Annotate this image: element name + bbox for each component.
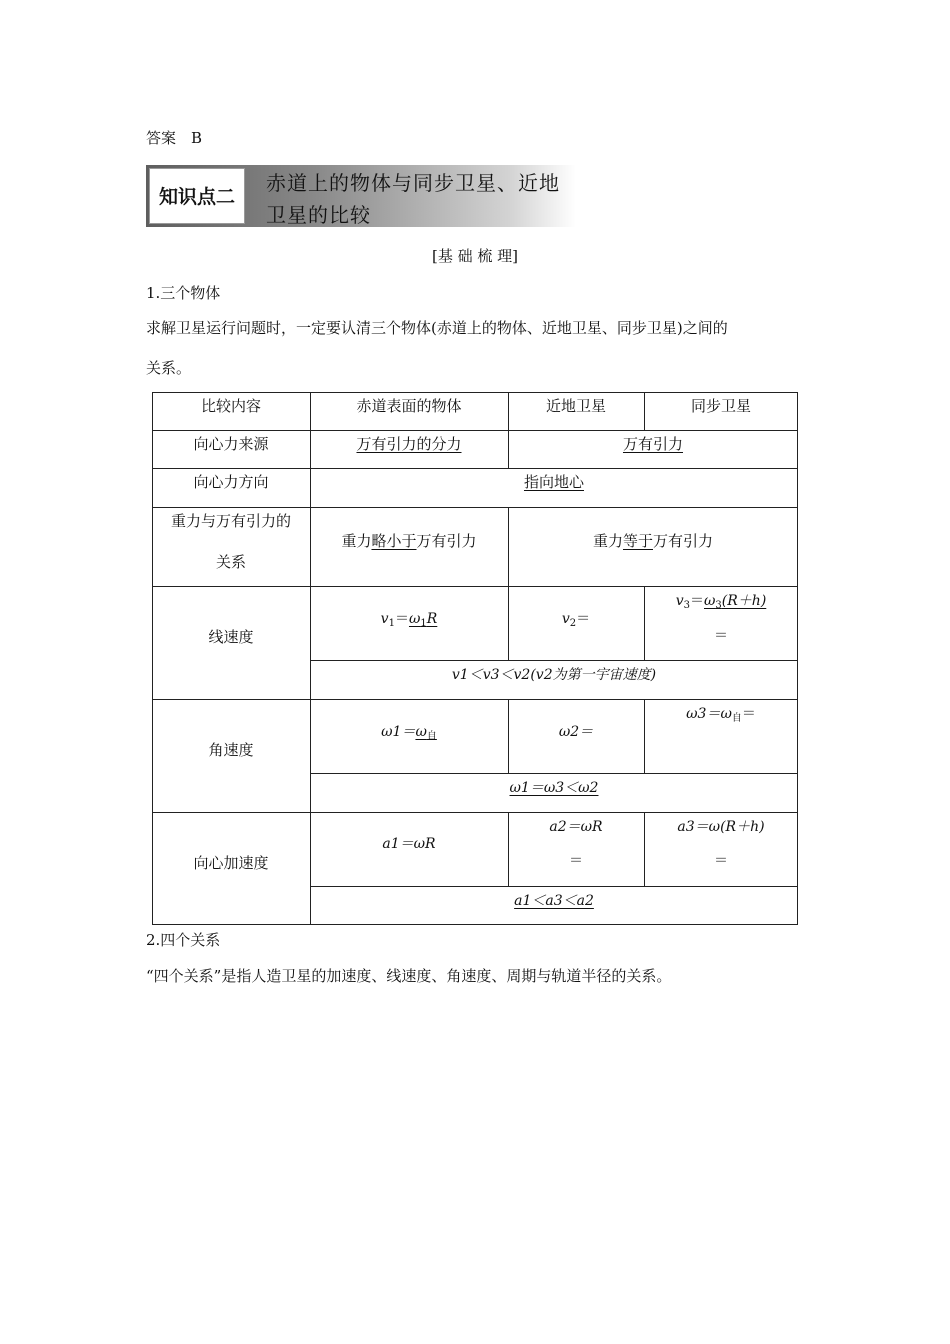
header-geosync-satellite: 同步卫星 <box>690 397 751 415</box>
a3-formula-eq: ＝ <box>714 853 728 869</box>
banner-title-line2: 卫星的比较 <box>266 203 371 227</box>
row-label-centripetal-accel: 向心加速度 <box>193 854 269 872</box>
v3-formula: $v_3=\omega_3(R+h)$ <box>675 593 767 611</box>
row-label-force-source: 向心力来源 <box>193 435 269 453</box>
gravity-relation-equator: 重力略小于万有引力 <box>341 532 477 550</box>
section1-heading: 1.三个物体 <box>146 284 221 302</box>
row-label-angular-velocity: 角速度 <box>208 741 254 759</box>
banner-label: 知识点二 <box>149 168 245 224</box>
section1-paragraph-line2: 关系。 <box>146 359 192 377</box>
header-equator-object: 赤道表面的物体 <box>356 397 462 415</box>
w3-formula: $\omega 3=\omega_自=$ <box>686 706 756 724</box>
section1-paragraph-line1: 求解卫星运行问题时，一定要认清三个物体(赤道上的物体、近地卫星、同步卫星)之间的 <box>146 319 728 337</box>
a1-formula: a1＝ωR <box>382 836 436 852</box>
row-label-force-direction: 向心力方向 <box>193 473 269 491</box>
w1-formula: $\omega 1=\omega_自$ <box>381 724 437 742</box>
a2-formula-eq: ＝ <box>569 853 583 869</box>
row-label-linear-velocity: 线速度 <box>208 628 254 646</box>
gravity-relation-satellites: 重力等于万有引力 <box>592 532 714 550</box>
a3-formula: a3＝ω(R＋h) <box>677 819 765 835</box>
header-compare: 比较内容 <box>200 397 261 415</box>
basics-heading: [基 础 梳 理] <box>431 247 518 265</box>
banner-title-line1: 赤道上的物体与同步卫星、近地 <box>266 171 560 195</box>
answer-line: 答案 B <box>146 129 203 147</box>
row-label-gravity-relation-1: 重力与万有引力的 <box>170 512 291 530</box>
v1-formula: $v_1=\omega_1R$ <box>380 611 438 629</box>
force-source-equator: 万有引力的分力 <box>356 435 462 453</box>
row-label-gravity-relation-2: 关系 <box>215 553 246 571</box>
angular-velocity-compare: ω1＝ω3＜ω2 <box>509 780 599 796</box>
header-near-earth-satellite: 近地卫星 <box>545 397 606 415</box>
a2-formula: a2＝ωR <box>549 819 603 835</box>
force-source-satellites: 万有引力 <box>622 435 683 453</box>
section2-paragraph: “四个关系”是指人造卫星的加速度、线速度、角速度、周期与轨道半径的关系。 <box>146 967 672 985</box>
centripetal-accel-compare: a1＜a3＜a2 <box>514 893 594 909</box>
force-direction-value: 指向地心 <box>523 473 584 491</box>
linear-velocity-compare: v1＜v3＜v2(v2为第一宇宙速度) <box>451 667 657 683</box>
w2-formula: ω2＝ <box>558 724 594 740</box>
v3-formula-eq: ＝ <box>714 628 728 644</box>
section2-heading: 2.四个关系 <box>146 931 221 949</box>
v2-formula: $v_2=$ <box>561 611 591 629</box>
